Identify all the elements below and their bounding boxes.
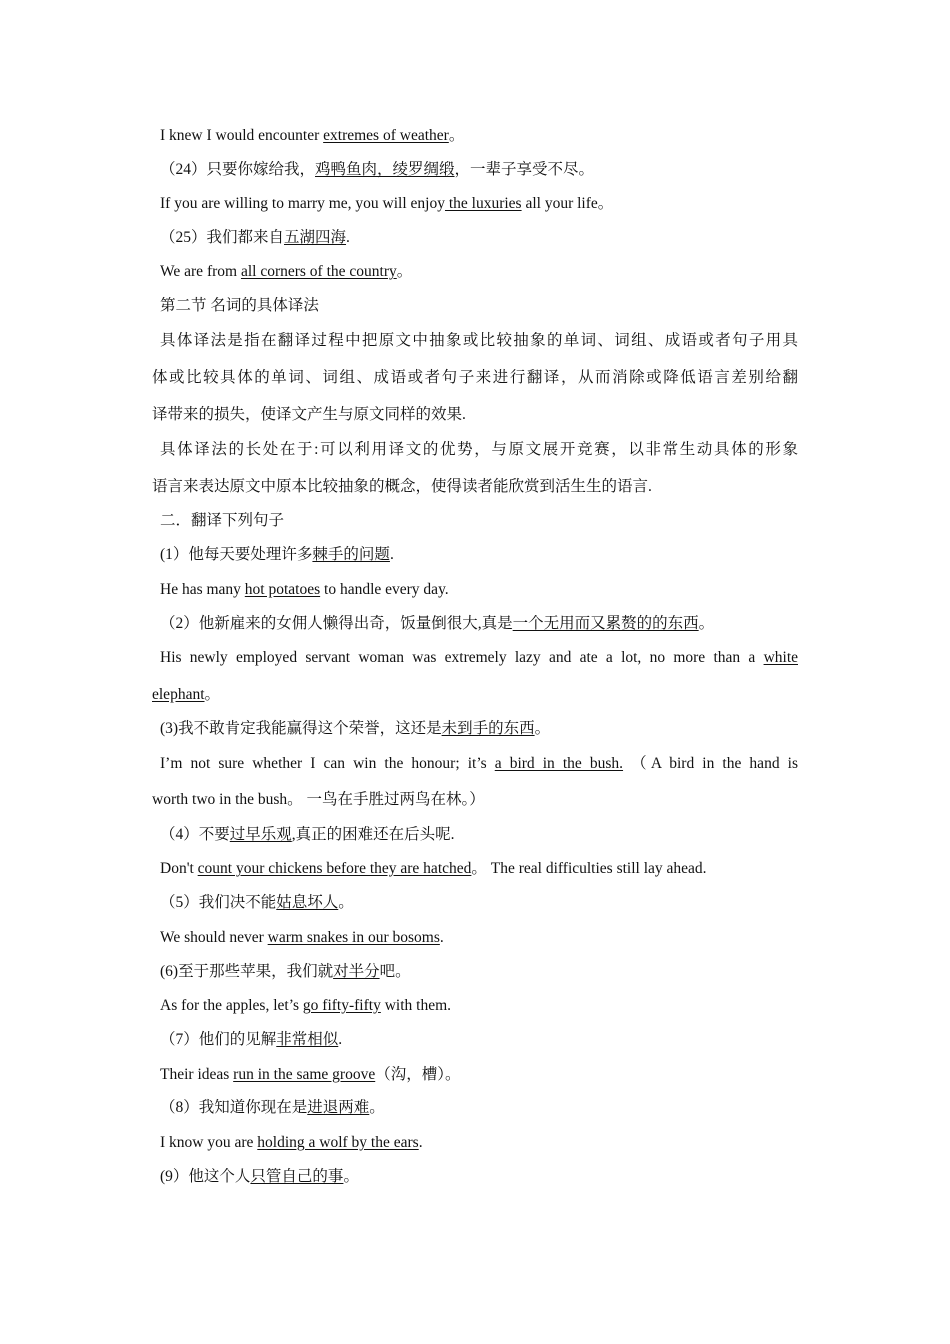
paragraph-line: 具体译法是指在翻译过程中把原文中抽象或比较抽象的单词、词组、成语或者句子用具 bbox=[160, 332, 798, 349]
text-line: Their ideas run in the same groove（沟，槽）。 bbox=[160, 1066, 461, 1083]
text-line: We are from all corners of the country。 bbox=[160, 263, 413, 280]
text-line: （24）只要你嫁给我，鸡鸭鱼肉，绫罗绸缎，一辈子享受不尽。 bbox=[160, 161, 595, 178]
section-heading: 第二节 名词的具体译法 bbox=[160, 297, 319, 314]
text-line: As for the apples, let’s go fifty-fifty with them. bbox=[160, 997, 452, 1014]
text-line: worth two in the bush。 一鸟在手胜过两鸟在林。） bbox=[152, 791, 485, 808]
text-line: He has many hot potatoes to handle every day. bbox=[160, 581, 449, 598]
text-line: I knew I would encounter extremes of weather。 bbox=[160, 127, 465, 144]
text-line: (1）他每天要处理许多棘手的问题. bbox=[160, 546, 394, 563]
text-line: Don't count your chickens before they are hatched。 The real difficulties still lay ahead. bbox=[160, 860, 707, 877]
paragraph-line: 语言来表达原文中原本比较抽象的概念，使得读者能欣赏到活生生的语言. bbox=[152, 478, 652, 495]
text-line: （7）他们的见解非常相似. bbox=[160, 1031, 343, 1048]
text-line: （5）我们决不能姑息坏人。 bbox=[160, 894, 354, 911]
text-line: His newly employed servant woman was extremely lazy and ate a lot, no more than a white bbox=[160, 649, 798, 666]
text-line: (3)我不敢肯定我能赢得这个荣誉，这还是未到手的东西。 bbox=[160, 720, 551, 737]
text-line: （25）我们都来自五湖四海. bbox=[160, 229, 350, 246]
section-heading: 二．翻译下列句子 bbox=[160, 512, 285, 529]
text-line: I’m not sure whether I can win the honour; it’s a bird in the bush. （A bird in the hand is bbox=[160, 755, 798, 772]
paragraph-line: 体或比较具体的单词、词组、成语或者句子来进行翻译，从而消除或降低语言差别给翻 bbox=[152, 369, 798, 386]
text-line: We should never warm snakes in our bosoms. bbox=[160, 929, 444, 946]
paragraph-line: 具体译法的长处在于:可以利用译文的优势，与原文展开竞赛，以非常生动具体的形象 bbox=[160, 441, 798, 458]
text-line: elephant。 bbox=[152, 686, 221, 703]
text-line: （4）不要过早乐观,真正的困难还在后头呢. bbox=[160, 826, 455, 843]
text-line: （8）我知道你现在是进退两难。 bbox=[160, 1099, 385, 1116]
text-line: (9）他这个人只管自己的事。 bbox=[160, 1168, 359, 1185]
paragraph-line: 译带来的损失，使译文产生与原文同样的效果. bbox=[152, 406, 466, 423]
text-line: I know you are holding a wolf by the ears. bbox=[160, 1134, 423, 1151]
text-line: (6)至于那些苹果，我们就对半分吧。 bbox=[160, 963, 411, 980]
text-line: （2）他新雇来的女佣人懒得出奇，饭量倒很大,真是一个无用而又累赘的的东西。 bbox=[160, 615, 715, 632]
text-line: If you are willing to marry me, you will enjoy the luxuries all your life。 bbox=[160, 195, 614, 212]
